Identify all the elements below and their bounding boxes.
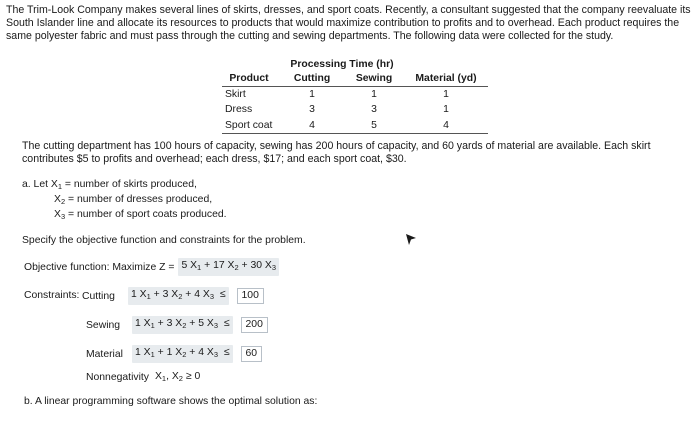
cutting-expression[interactable]: 1 $X_1 + 3$ $X_2 + 4$ $X_3$ ≤: [128, 287, 229, 305]
constraints-label: Constraints:: [24, 290, 80, 301]
processing-time-table: [222, 57, 488, 134]
problem-intro: The Trim-Look Company makes several lines of skirts, dresses, and sport coats. Recently, a consultant suggested that the company reevaluate its South Islander line and allocate its resources to products that would maximize contribution to profits and to overhead. Each product requires the same polyester fabric and must pass through the cutting and sewing departments. The following data were collected for the study.: [6, 4, 691, 43]
cutting-rhs[interactable]: 100: [237, 288, 264, 304]
table-row: Sport coat 4 5 4: [222, 118, 488, 134]
specify-instruction: Specify the objective function and constraints for the problem.: [22, 235, 306, 246]
table-row: Skirt 1 1 1: [225, 89, 449, 100]
objective-function-row: [24, 258, 279, 276]
group-header-processing-time: Processing Time (hr): [290, 58, 394, 70]
header-cutting: Cutting: [280, 71, 344, 87]
part-b-text: b. A linear programming software shows the optimal solution as:: [24, 396, 318, 407]
variable-definition-x3: $X_3$ = number of sport coats produced.: [54, 209, 227, 221]
mouse-pointer-icon: [406, 234, 418, 248]
constraint-material: Material 1 $X_1 + 1$ $X_2 + 4$ $X_3$ ≤ 60: [86, 345, 262, 363]
variable-definition-x1: a. Let $X_1$ = number of skirts produced,: [22, 179, 197, 191]
sewing-rhs[interactable]: 200: [241, 317, 268, 333]
material-rhs[interactable]: 60: [241, 346, 263, 362]
objective-expression[interactable]: 5 $X_1 + 17$ $X_2 + 30$ $X_3$: [178, 258, 279, 276]
variable-definition-x2: $X_2$ = number of dresses produced,: [54, 194, 213, 206]
header-product: Product: [222, 71, 280, 87]
header-material: Material (yd): [404, 71, 488, 87]
sewing-expression[interactable]: 1 $X_1 + 3$ $X_2 + 5$ $X_3$ ≤: [132, 316, 233, 334]
constraint-sewing: Sewing 1 $X_1 + 3$ $X_2 + 5$ $X_3$ ≤ 200: [86, 316, 268, 334]
constraint-cutting: Cutting 1 $X_1 + 3$ $X_2 + 4$ $X_3$ ≤ 100: [82, 287, 264, 305]
capacity-description: The cutting department has 100 hours of capacity, sewing has 200 hours of capacity, and 60 yards of material are available. Each skirt contributes $5 to profits and overhead; each dress, $17; and each sport coat, $30.: [22, 140, 651, 166]
nonnegativity-row: Nonnegativity $X_1$, $X_2 \ge 0$: [86, 371, 201, 383]
objective-label: Objective function: Maximize Z =: [24, 261, 175, 273]
table-row: Dress 3 3 1: [225, 104, 449, 116]
material-expression[interactable]: 1 $X_1 + 1$ $X_2 + 4$ $X_3$ ≤: [132, 345, 233, 363]
header-sewing: Sewing: [344, 71, 404, 87]
